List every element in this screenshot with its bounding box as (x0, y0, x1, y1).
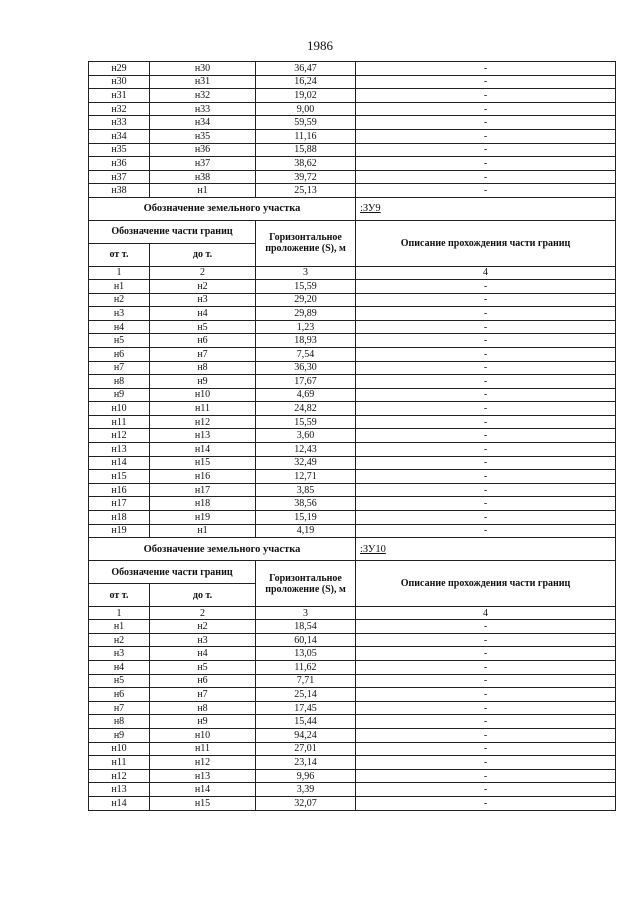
horizontal-distance: 60,14 (256, 633, 356, 647)
boundary-description: - (356, 157, 616, 171)
table-row (89, 402, 616, 416)
to-point: н5 (150, 320, 256, 334)
boundary-description: - (356, 688, 616, 702)
header-row (89, 561, 616, 584)
from-point: н1 (89, 620, 150, 634)
plot-designation-row (89, 538, 616, 561)
to-point: н2 (150, 620, 256, 634)
to-point: н12 (150, 756, 256, 770)
horizontal-distance: 38,56 (256, 497, 356, 511)
horizontal-distance: 18,93 (256, 334, 356, 348)
to-point: н4 (150, 307, 256, 321)
from-point: н10 (89, 742, 150, 756)
from-point: н9 (89, 728, 150, 742)
horizontal-distance: 32,07 (256, 796, 356, 810)
from-point: н8 (89, 375, 150, 389)
table-row (89, 307, 616, 321)
to-point: н34 (150, 116, 256, 130)
boundary-description: - (356, 347, 616, 361)
from-point: н6 (89, 347, 150, 361)
boundary-description: - (356, 633, 616, 647)
horizontal-distance: 36,47 (256, 62, 356, 76)
to-point: н8 (150, 701, 256, 715)
horizontal-distance: 59,59 (256, 116, 356, 130)
table-row (89, 143, 616, 157)
from-point: н12 (89, 769, 150, 783)
to-point: н15 (150, 796, 256, 810)
to-point: н10 (150, 728, 256, 742)
from-point: н4 (89, 661, 150, 675)
horizontal-distance: 3,60 (256, 429, 356, 443)
from-point: н13 (89, 443, 150, 457)
to-point: н36 (150, 143, 256, 157)
boundary-description: - (356, 796, 616, 810)
boundary-description: - (356, 701, 616, 715)
from-point: н13 (89, 783, 150, 797)
table-row (89, 497, 616, 511)
plot-designation-row (89, 197, 616, 220)
horizontal-distance: 11,62 (256, 661, 356, 675)
horizontal-distance: 9,96 (256, 769, 356, 783)
to-point: н6 (150, 334, 256, 348)
horizontal-distance: 29,20 (256, 293, 356, 307)
table-row (89, 524, 616, 538)
column-number: 3 (256, 266, 356, 279)
from-point: н14 (89, 456, 150, 470)
plot-designation-value: :ЗУ9 (356, 197, 616, 220)
table-row (89, 157, 616, 171)
boundary-description: - (356, 661, 616, 675)
to-point: н16 (150, 470, 256, 484)
to-point: н32 (150, 89, 256, 103)
boundary-description: - (356, 524, 616, 538)
horizontal-distance: 11,16 (256, 129, 356, 143)
horizontal-distance: 32,49 (256, 456, 356, 470)
horizontal-distance: 17,67 (256, 375, 356, 389)
horizontal-distance: 39,72 (256, 170, 356, 184)
from-point: н15 (89, 470, 150, 484)
boundary-description: - (356, 742, 616, 756)
column-number-row (89, 607, 616, 620)
boundary-description: - (356, 62, 616, 76)
horizontal-distance: 12,71 (256, 470, 356, 484)
to-point: н10 (150, 388, 256, 402)
boundary-description: - (356, 102, 616, 116)
horizontal-distance: 23,14 (256, 756, 356, 770)
header-description: Описание прохождения части границ (356, 561, 616, 607)
table-row (89, 674, 616, 688)
from-point: н33 (89, 116, 150, 130)
horizontal-distance: 29,89 (256, 307, 356, 321)
plot-designation-label: Обозначение земельного участка (89, 197, 356, 220)
page-number: 1986 (307, 38, 333, 53)
horizontal-distance: 16,24 (256, 75, 356, 89)
from-point: н19 (89, 524, 150, 538)
horizontal-distance: 7,54 (256, 347, 356, 361)
to-point: н18 (150, 497, 256, 511)
column-number-row (89, 266, 616, 279)
header-from: от т. (89, 243, 150, 266)
table-row (89, 89, 616, 103)
column-number: 1 (89, 266, 150, 279)
from-point: н37 (89, 170, 150, 184)
table-row (89, 347, 616, 361)
horizontal-distance: 25,14 (256, 688, 356, 702)
table-row (89, 620, 616, 634)
from-point: н2 (89, 293, 150, 307)
boundary-description: - (356, 769, 616, 783)
plot-designation-label: Обозначение земельного участка (89, 538, 356, 561)
horizontal-distance: 15,88 (256, 143, 356, 157)
horizontal-distance: 36,30 (256, 361, 356, 375)
table-row (89, 647, 616, 661)
horizontal-distance: 13,05 (256, 647, 356, 661)
to-point: н11 (150, 402, 256, 416)
boundary-description: - (356, 443, 616, 457)
from-point: н29 (89, 62, 150, 76)
from-point: н5 (89, 674, 150, 688)
column-number: 1 (89, 607, 150, 620)
horizontal-distance: 24,82 (256, 402, 356, 416)
from-point: н8 (89, 715, 150, 729)
header-from: от т. (89, 584, 150, 607)
boundary-description: - (356, 334, 616, 348)
table-row (89, 701, 616, 715)
boundary-description: - (356, 307, 616, 321)
boundary-description: - (356, 511, 616, 525)
boundary-description: - (356, 75, 616, 89)
horizontal-distance: 17,45 (256, 701, 356, 715)
to-point: н2 (150, 279, 256, 293)
to-point: н8 (150, 361, 256, 375)
from-point: н2 (89, 633, 150, 647)
table-row (89, 688, 616, 702)
boundary-description: - (356, 388, 616, 402)
horizontal-distance: 27,01 (256, 742, 356, 756)
horizontal-distance: 19,02 (256, 89, 356, 103)
table-row (89, 443, 616, 457)
to-point: н3 (150, 293, 256, 307)
from-point: н36 (89, 157, 150, 171)
to-point: н31 (150, 75, 256, 89)
boundary-description: - (356, 483, 616, 497)
table-row (89, 279, 616, 293)
from-point: н30 (89, 75, 150, 89)
header-description: Описание прохождения части границ (356, 220, 616, 266)
table-row (89, 361, 616, 375)
table-row (89, 715, 616, 729)
table-row (89, 456, 616, 470)
to-point: н37 (150, 157, 256, 171)
to-point: н14 (150, 443, 256, 457)
table-row (89, 661, 616, 675)
column-number: 3 (256, 607, 356, 620)
column-number: 4 (356, 607, 616, 620)
horizontal-distance: 3,85 (256, 483, 356, 497)
table-row (89, 796, 616, 810)
boundary-description: - (356, 756, 616, 770)
table-row (89, 769, 616, 783)
table-row (89, 470, 616, 484)
from-point: н34 (89, 129, 150, 143)
plot-designation-value: :ЗУ10 (356, 538, 616, 561)
table-row (89, 483, 616, 497)
header-to: до т. (150, 584, 256, 607)
boundary-description: - (356, 647, 616, 661)
table-row (89, 728, 616, 742)
table-row (89, 184, 616, 198)
from-point: н31 (89, 89, 150, 103)
boundary-description: - (356, 375, 616, 389)
from-point: н11 (89, 756, 150, 770)
boundary-description: - (356, 674, 616, 688)
to-point: н35 (150, 129, 256, 143)
table-row (89, 415, 616, 429)
horizontal-distance: 15,44 (256, 715, 356, 729)
boundary-description: - (356, 402, 616, 416)
from-point: н5 (89, 334, 150, 348)
boundary-description: - (356, 429, 616, 443)
from-point: н14 (89, 796, 150, 810)
boundary-description: - (356, 361, 616, 375)
horizontal-distance: 25,13 (256, 184, 356, 198)
to-point: н12 (150, 415, 256, 429)
to-point: н19 (150, 511, 256, 525)
column-number: 2 (150, 266, 256, 279)
boundary-description: - (356, 184, 616, 198)
to-point: н3 (150, 633, 256, 647)
horizontal-distance: 4,69 (256, 388, 356, 402)
from-point: н1 (89, 279, 150, 293)
from-point: н10 (89, 402, 150, 416)
table-row (89, 320, 616, 334)
horizontal-distance: 1,23 (256, 320, 356, 334)
to-point: н6 (150, 674, 256, 688)
horizontal-distance: 15,19 (256, 511, 356, 525)
header-part-designation: Обозначение части границ (89, 220, 256, 243)
boundary-description: - (356, 89, 616, 103)
from-point: н3 (89, 647, 150, 661)
to-point: н1 (150, 524, 256, 538)
from-point: н18 (89, 511, 150, 525)
to-point: н15 (150, 456, 256, 470)
to-point: н30 (150, 62, 256, 76)
to-point: н1 (150, 184, 256, 198)
boundary-table (88, 61, 616, 811)
horizontal-distance: 15,59 (256, 415, 356, 429)
horizontal-distance: 9,00 (256, 102, 356, 116)
table-row (89, 633, 616, 647)
horizontal-distance: 4,19 (256, 524, 356, 538)
table-row (89, 170, 616, 184)
boundary-description: - (356, 715, 616, 729)
horizontal-distance: 15,59 (256, 279, 356, 293)
from-point: н9 (89, 388, 150, 402)
from-point: н11 (89, 415, 150, 429)
table-row (89, 388, 616, 402)
from-point: н32 (89, 102, 150, 116)
from-point: н38 (89, 184, 150, 198)
table-row (89, 116, 616, 130)
header-horizontal-line: Горизонтальное проложение (S), м (256, 561, 356, 607)
boundary-description: - (356, 728, 616, 742)
from-point: н7 (89, 701, 150, 715)
boundary-description: - (356, 129, 616, 143)
boundary-description: - (356, 783, 616, 797)
to-point: н33 (150, 102, 256, 116)
table-row (89, 511, 616, 525)
boundary-description: - (356, 293, 616, 307)
to-point: н38 (150, 170, 256, 184)
to-point: н9 (150, 715, 256, 729)
table-row (89, 375, 616, 389)
to-point: н11 (150, 742, 256, 756)
boundary-description: - (356, 279, 616, 293)
header-horizontal-line: Горизонтальное проложение (S), м (256, 220, 356, 266)
boundary-description: - (356, 415, 616, 429)
header-row (89, 220, 616, 243)
horizontal-distance: 94,24 (256, 728, 356, 742)
to-point: н13 (150, 769, 256, 783)
to-point: н5 (150, 661, 256, 675)
to-point: н7 (150, 688, 256, 702)
table-row (89, 293, 616, 307)
boundary-description: - (356, 620, 616, 634)
table-row (89, 129, 616, 143)
from-point: н16 (89, 483, 150, 497)
horizontal-distance: 3,39 (256, 783, 356, 797)
horizontal-distance: 12,43 (256, 443, 356, 457)
to-point: н17 (150, 483, 256, 497)
header-part-designation: Обозначение части границ (89, 561, 256, 584)
boundary-description: - (356, 170, 616, 184)
horizontal-distance: 38,62 (256, 157, 356, 171)
table-row (89, 783, 616, 797)
boundary-description: - (356, 320, 616, 334)
table-row (89, 756, 616, 770)
table-row (89, 742, 616, 756)
to-point: н4 (150, 647, 256, 661)
table-row (89, 102, 616, 116)
from-point: н4 (89, 320, 150, 334)
table-row (89, 429, 616, 443)
to-point: н13 (150, 429, 256, 443)
from-point: н35 (89, 143, 150, 157)
boundary-description: - (356, 470, 616, 484)
boundary-description: - (356, 497, 616, 511)
to-point: н14 (150, 783, 256, 797)
from-point: н7 (89, 361, 150, 375)
boundary-description: - (356, 456, 616, 470)
from-point: н3 (89, 307, 150, 321)
horizontal-distance: 18,54 (256, 620, 356, 634)
from-point: н17 (89, 497, 150, 511)
column-number: 4 (356, 266, 616, 279)
table-row (89, 62, 616, 76)
boundary-description: - (356, 143, 616, 157)
from-point: н12 (89, 429, 150, 443)
to-point: н9 (150, 375, 256, 389)
header-to: до т. (150, 243, 256, 266)
horizontal-distance: 7,71 (256, 674, 356, 688)
to-point: н7 (150, 347, 256, 361)
table-row (89, 334, 616, 348)
table-row (89, 75, 616, 89)
boundary-description: - (356, 116, 616, 130)
column-number: 2 (150, 607, 256, 620)
from-point: н6 (89, 688, 150, 702)
